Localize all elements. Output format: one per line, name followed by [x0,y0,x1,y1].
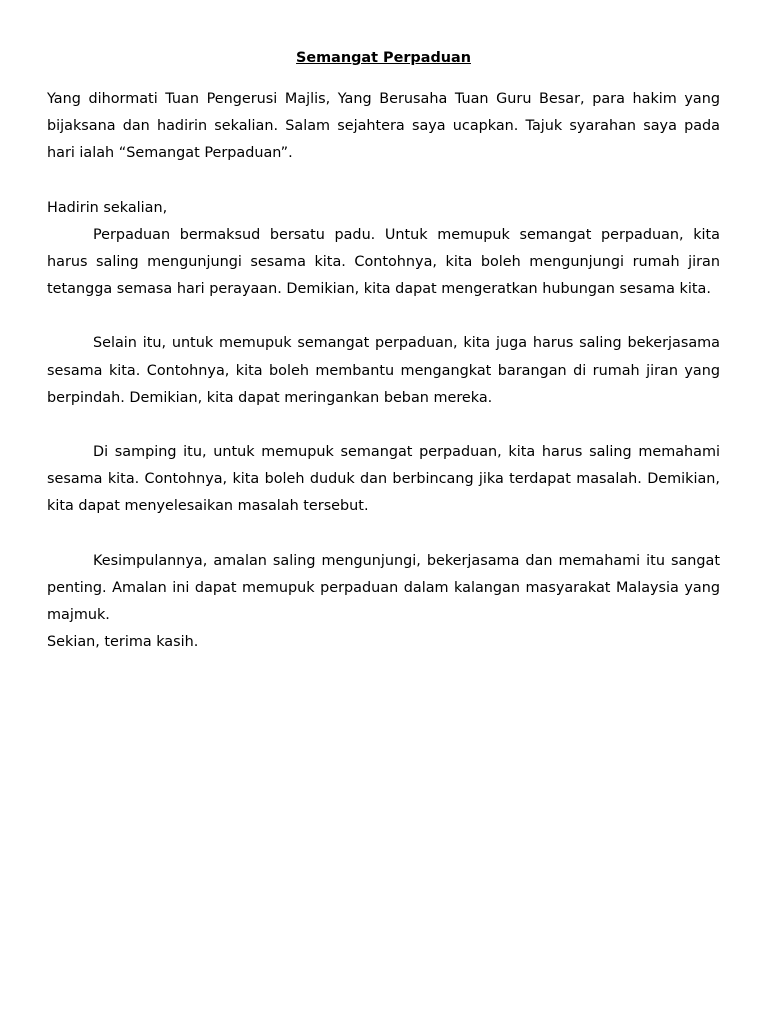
greeting-line: Hadirin sekalian, [47,199,168,216]
point-one-paragraph: Perpaduan bermaksud bersatu padu. Untuk memupuk semangat perpaduan, kita harus saling mengunjungi sesama kita. Contohnya, kita boleh mengunjungi rumah jiran tetangga semasa hari perayaan. Demikian, kita dapat mengeratkan hubungan sesama kita. [47,226,720,298]
point-two-paragraph: Selain itu, untuk memupuk semangat perpaduan, kita juga harus saling bekerjasama sesama kita. Contohnya, kita boleh membantu mengangkat barangan di rumah jiran yang berpindah. Demikian, kita dapat meringankan beban mereka. [47,335,720,406]
document-page [47,46,720,656]
closing-line: Sekian, terima kasih. [47,634,199,651]
opening-paragraph: Yang dihormati Tuan Pengerusi Majlis, Yang Berusaha Tuan Guru Besar, para hakim yang bijaksana dan hadirin sekalian. Salam sejahtera saya ucapkan. Tajuk syarahan saya pada hari ialah “Semangat Perpaduan”. [47,91,720,162]
document-title: Semangat Perpaduan [296,50,471,66]
point-three-paragraph: Di samping itu, untuk memupuk semangat perpaduan, kita harus saling memahami sesama kita. Contohnya, kita boleh duduk dan berbincang jika terdapat masalah. Demikian, kita dapat menyelesaikan masalah tersebut. [47,444,720,515]
conclusion-paragraph: Kesimpulannya, amalan saling mengunjungi, bekerjasama dan memahami itu sangat penting. Amalan ini dapat memupuk perpaduan dalam kalangan masyarakat Malaysia yang majmuk. [47,552,720,624]
